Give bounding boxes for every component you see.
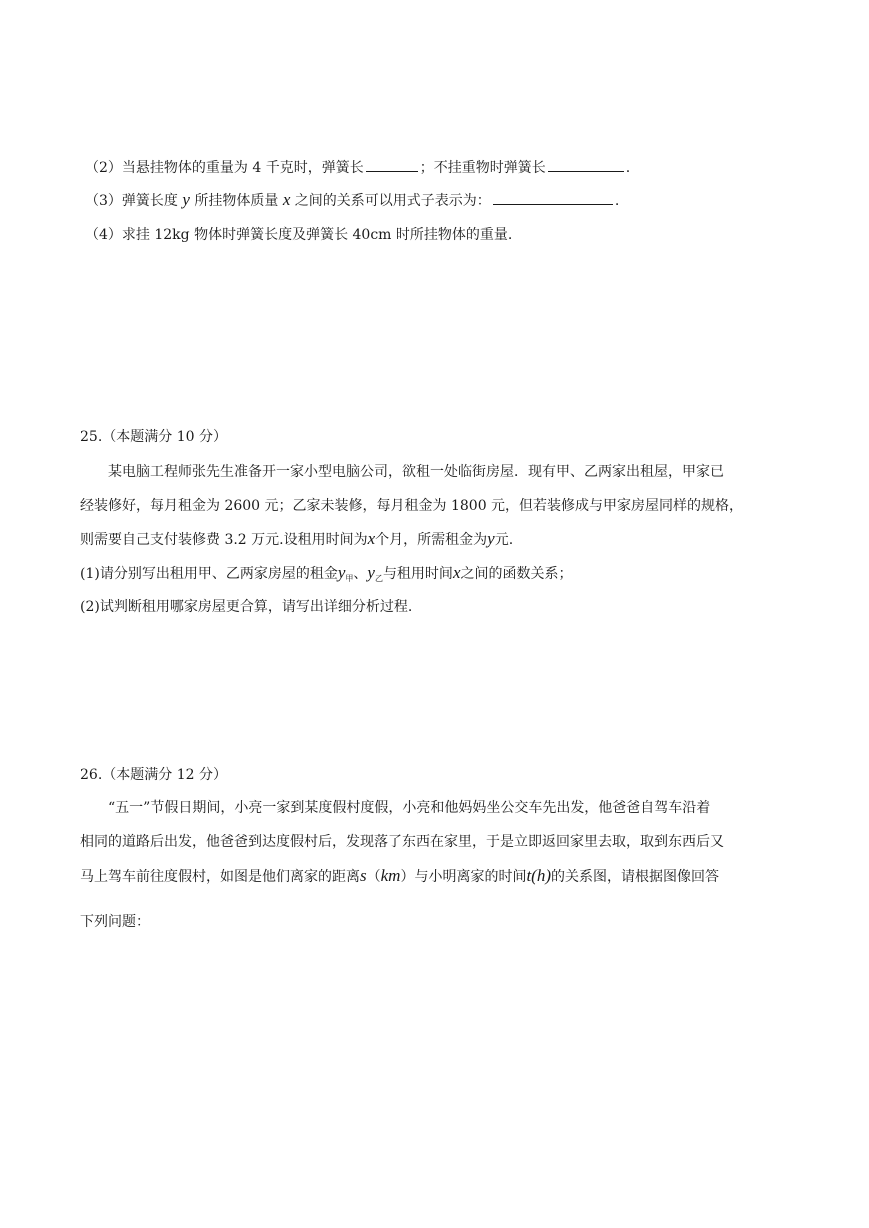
- q25-part1: [80, 563, 572, 589]
- answer-blank[interactable]: [366, 157, 418, 172]
- q26-line1: “五一”节假日期间，小亮一家到某度假村度假，小亮和他妈妈坐公交车先出发，他爸爸自驾车沿着: [108, 800, 711, 816]
- subscript-jia: 甲: [345, 574, 354, 583]
- variable-t-h: t(h): [526, 866, 551, 885]
- q25-line3-text-b: 个月，所需租金为: [375, 532, 488, 548]
- q24-part3-text-b: 所挂物体质量: [189, 193, 283, 209]
- variable-x: x: [282, 190, 291, 209]
- q26-line3: [80, 866, 719, 887]
- q26-line3-text-b: （: [366, 869, 381, 885]
- q25-part1-text-c: 之间的函数关系；: [460, 566, 573, 582]
- q26-line2: 相同的道路后出发，他爸爸到达度假村后，发现落了东西在家里，于是立即返回家里去取，取到东西后又: [80, 834, 724, 850]
- q24-part2: [85, 157, 630, 178]
- variable-s: s: [360, 866, 367, 885]
- answer-blank[interactable]: [548, 157, 624, 172]
- q24-part2-end: .: [625, 160, 631, 176]
- variable-y: y: [182, 190, 190, 209]
- q24-part3-text-a: （3）弹簧长度: [85, 193, 183, 209]
- q26-heading: 26.（本题满分 12 分）: [80, 767, 227, 783]
- variable-x: x: [452, 563, 461, 582]
- q24-part2-text-b: ；不挂重物时弹簧长: [419, 160, 546, 176]
- q25-line3-text-c: 元.: [494, 532, 514, 548]
- q26-line3-text-a: 马上驾车前往度假村，如图是他们离家的距离: [80, 869, 360, 885]
- subscript-yi: 乙: [374, 574, 383, 583]
- variable-y-jia: y: [337, 563, 346, 582]
- q25-line1: 某电脑工程师张先生准备开一家小型电脑公司，欲租一处临街房屋．现有甲、乙两家出租屋，甲家已: [108, 464, 724, 480]
- variable-x: x: [367, 529, 376, 548]
- q25-part1-sep: 、: [353, 566, 368, 582]
- q25-part1-text-a: (1)请分别写出租用甲、乙两家房屋的租金: [80, 566, 338, 582]
- q25-line3-text-a: 则需要自己支付装修费 3.2 万元.设租用时间为: [80, 532, 368, 548]
- q24-part3-end: .: [614, 193, 620, 209]
- q24-part4: （4）求挂 12kg 物体时弹簧长度及弹簧长 40cm 时所挂物体的重量.: [85, 227, 513, 243]
- variable-y-yi: y: [367, 563, 375, 582]
- q25-part1-text-b: 与租用时间: [382, 566, 453, 582]
- q26-line4: 下列问题：: [80, 914, 150, 930]
- q24-part2-text-a: （2）当悬挂物体的重量为 4 千克时，弹簧长: [85, 160, 364, 176]
- answer-blank[interactable]: [493, 190, 613, 205]
- q25-line3: [80, 529, 513, 550]
- q25-heading: 25.（本题满分 10 分）: [80, 429, 227, 445]
- q25-line2: 经装修好，每月租金为 2600 元；乙家未装修，每月租金为 1800 元，但若装修成与甲家房屋同样的规格，: [80, 498, 744, 514]
- q26-line3-text-d: 的关系图，请根据图像回答: [551, 869, 719, 885]
- q24-part3: [85, 190, 619, 211]
- q25-part2: (2)试判断租用哪家房屋更合算，请写出详细分析过程.: [80, 599, 413, 615]
- q24-part3-text-c: 之间的关系可以用式子表示为：: [290, 193, 491, 209]
- variable-y: y: [487, 529, 495, 548]
- q26-line3-text-c: ）与小明离家的时间: [400, 869, 527, 885]
- unit-km: km: [380, 866, 401, 885]
